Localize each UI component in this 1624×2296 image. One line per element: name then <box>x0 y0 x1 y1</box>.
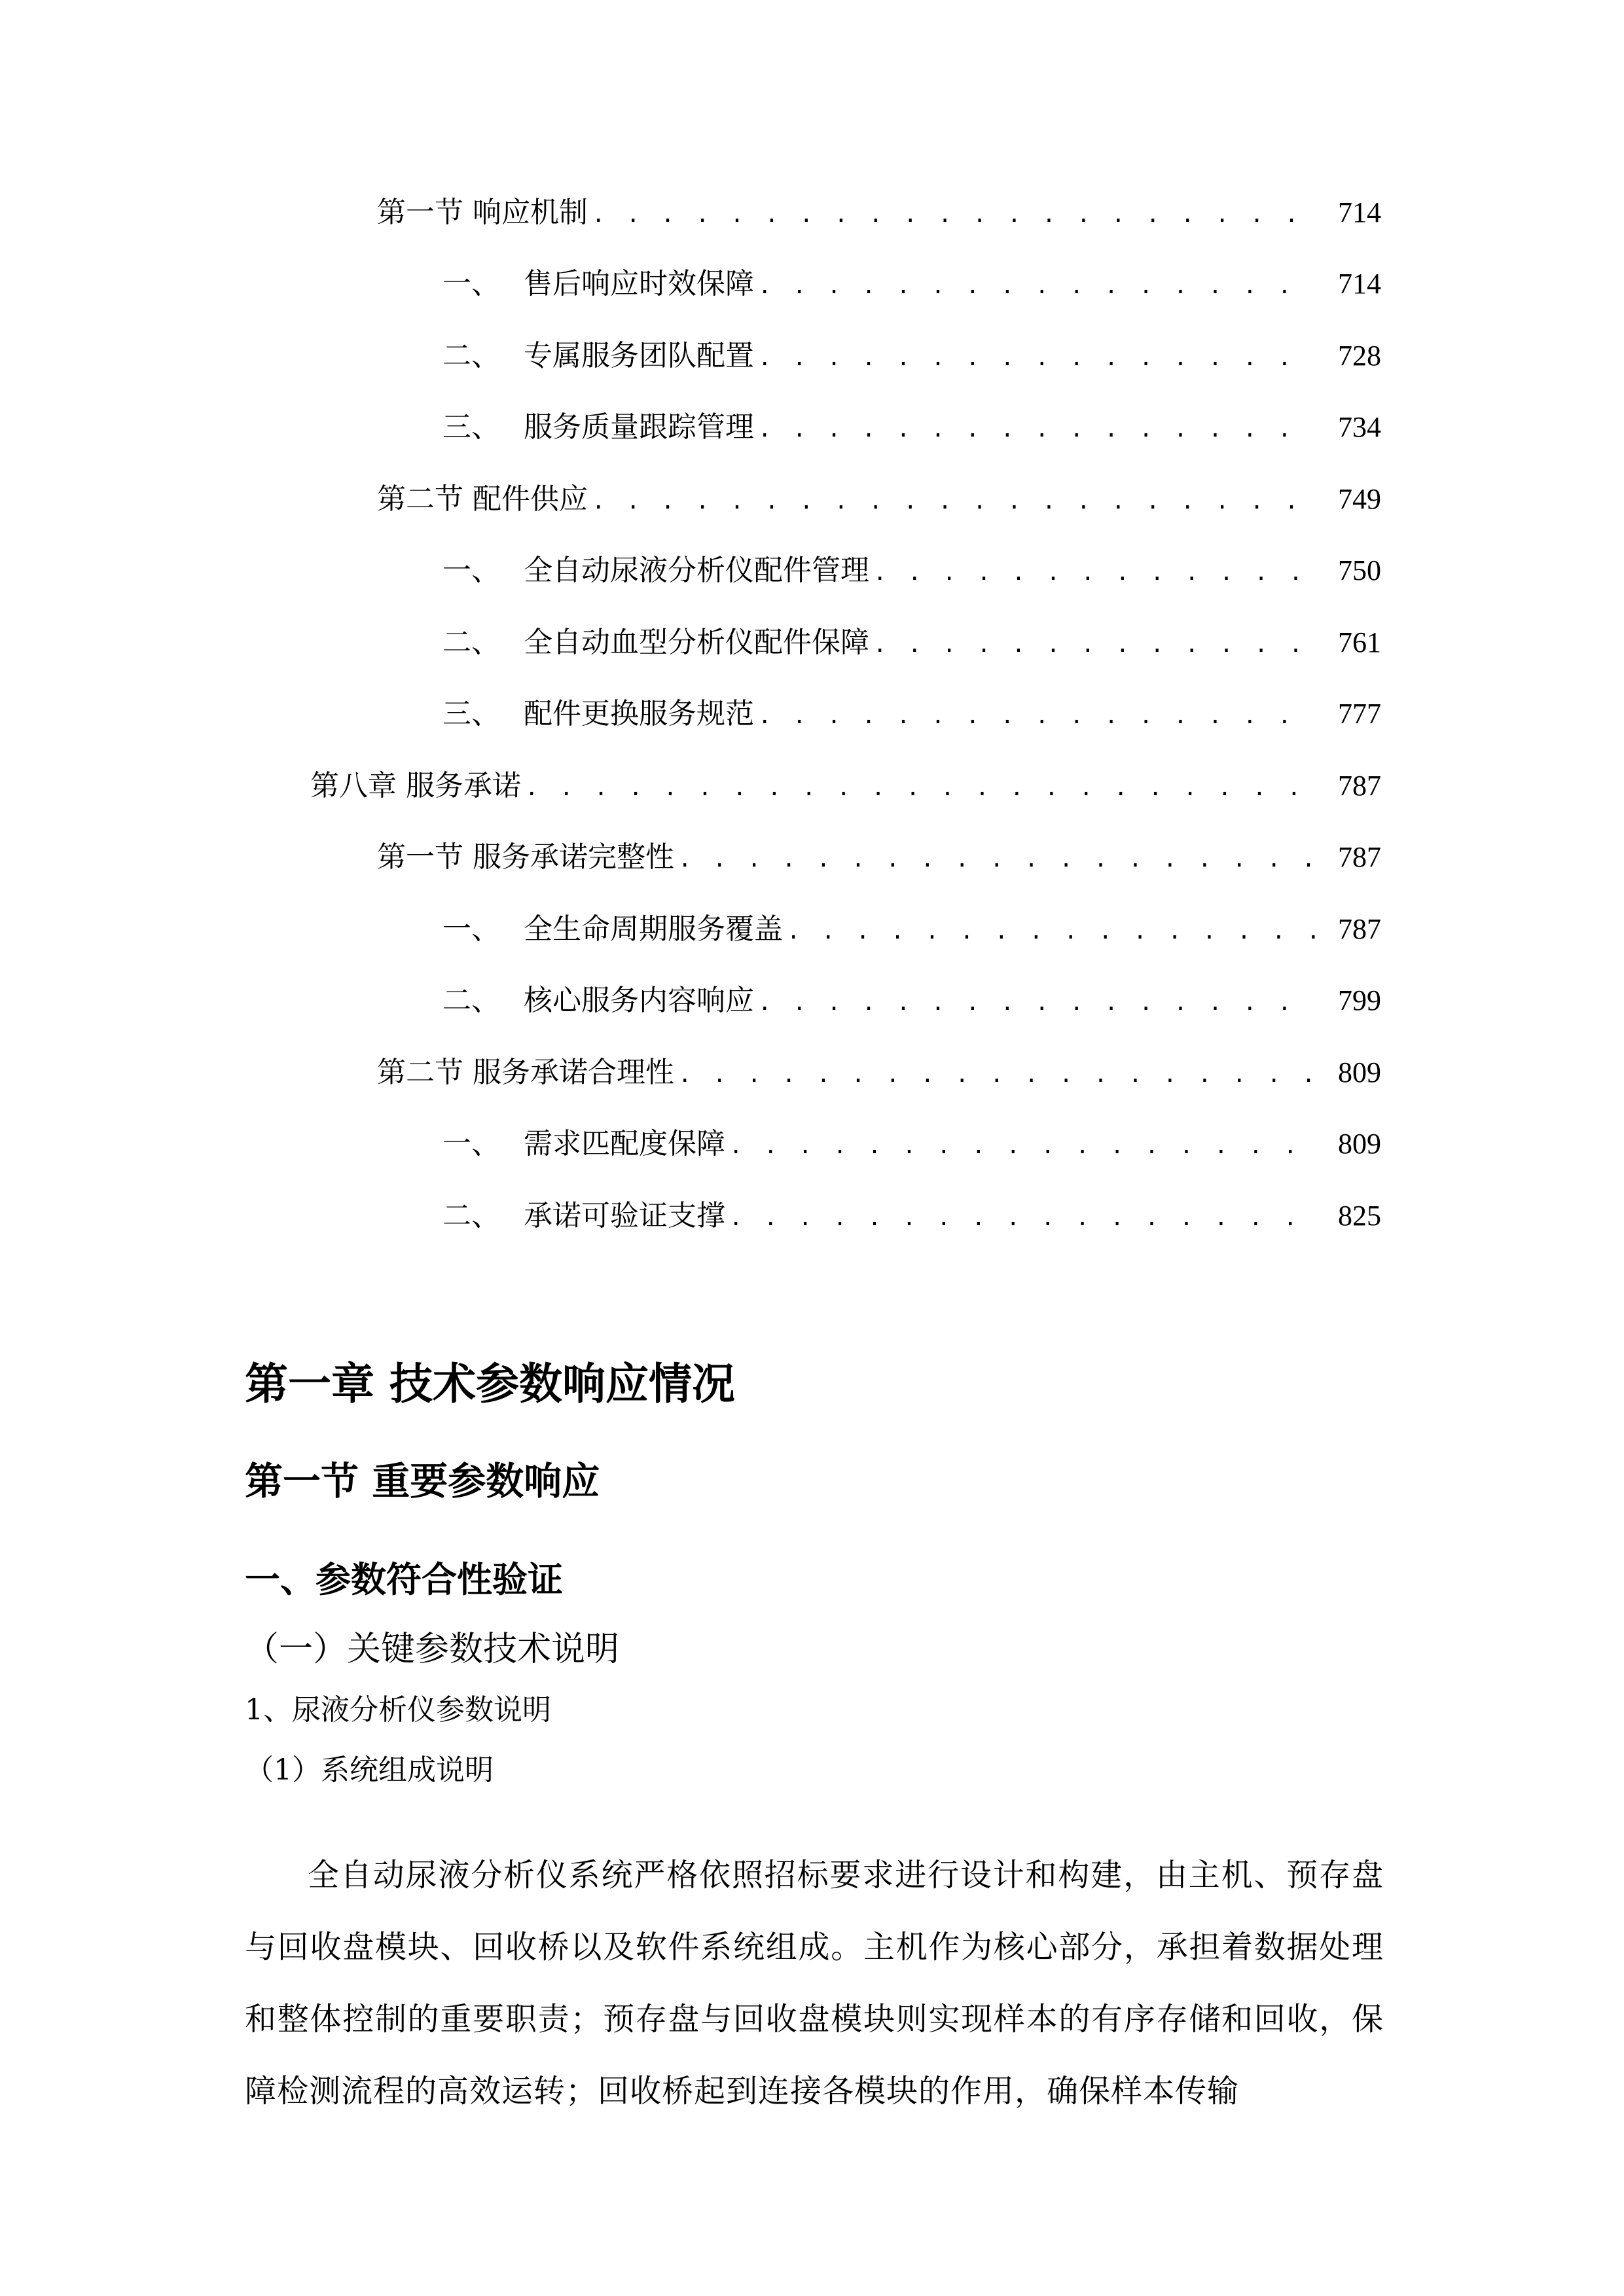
toc-page-number: 728 <box>1338 340 1381 372</box>
toc-number: 一、 <box>442 1127 500 1160</box>
toc-leader <box>592 190 1316 236</box>
toc-entry[interactable] <box>442 261 1381 307</box>
toc-leader <box>758 691 1316 737</box>
toc-leader <box>525 763 1316 809</box>
toc-label: 专属服务团队配置 <box>524 339 754 372</box>
toc-page-number: 714 <box>1338 196 1381 228</box>
toc-leader <box>758 333 1316 379</box>
toc-leader <box>729 1121 1316 1167</box>
toc-entry[interactable] <box>377 834 1381 880</box>
toc-number: 三、 <box>442 697 500 730</box>
toc-page-number: 749 <box>1338 483 1381 515</box>
toc-label: 第二节 服务承诺合理性 <box>377 1056 674 1089</box>
toc-entry[interactable] <box>310 763 1381 809</box>
toc-entry[interactable] <box>442 906 1381 952</box>
toc-page-number: 787 <box>1338 770 1381 802</box>
toc-number: 二、 <box>442 626 500 659</box>
toc-page-number: 734 <box>1338 411 1381 443</box>
toc-page-number: 777 <box>1338 698 1381 730</box>
toc-label: 服务质量跟踪管理 <box>524 410 754 444</box>
toc-label: 全生命周期服务覆盖 <box>524 912 783 946</box>
toc-entry[interactable] <box>442 548 1381 594</box>
toc-leader <box>678 1050 1316 1096</box>
toc-leader <box>873 620 1316 666</box>
toc-leader <box>873 548 1316 594</box>
toc-page-number: 825 <box>1338 1200 1381 1232</box>
toc-label: 第一节 响应机制 <box>377 196 588 229</box>
toc-leader <box>758 978 1316 1024</box>
toc-page-number: 809 <box>1338 1056 1381 1088</box>
toc-number: 一、 <box>442 267 500 300</box>
toc-entry[interactable] <box>442 333 1381 379</box>
toc-leader <box>729 1193 1316 1239</box>
chapter-heading: 第一章 技术参数响应情况 <box>245 1359 735 1409</box>
toc-entry[interactable] <box>442 404 1381 450</box>
toc-entry[interactable] <box>442 1121 1381 1167</box>
toc-label: 核心服务内容响应 <box>524 984 754 1017</box>
toc-page-number: 809 <box>1338 1128 1381 1160</box>
toc-leader <box>787 906 1316 952</box>
toc-page-number: 787 <box>1338 913 1381 945</box>
toc-entry[interactable] <box>377 476 1381 522</box>
toc-number: 一、 <box>442 554 500 587</box>
toc-entry[interactable] <box>442 1193 1381 1239</box>
toc-label: 第二节 配件供应 <box>377 482 588 516</box>
item-heading: 1、尿液分析仪参数说明 <box>245 1693 551 1727</box>
toc-label: 承诺可验证支撑 <box>524 1199 725 1232</box>
toc-leader <box>758 404 1316 450</box>
subsubsection-heading: （一）关键参数技术说明 <box>245 1630 620 1669</box>
section-heading: 第一节 重要参数响应 <box>245 1459 600 1503</box>
toc-page-number: 761 <box>1338 626 1381 658</box>
toc-entry[interactable] <box>377 190 1381 236</box>
toc-label: 配件更换服务规范 <box>524 697 754 730</box>
toc-label: 第八章 服务承诺 <box>310 769 521 802</box>
toc-label: 全自动血型分析仪配件保障 <box>524 626 869 659</box>
toc-number: 三、 <box>442 410 500 444</box>
toc-page-number: 714 <box>1338 268 1381 300</box>
toc-label: 需求匹配度保障 <box>524 1127 725 1160</box>
toc-number: 二、 <box>442 1199 500 1232</box>
toc-leader <box>592 476 1316 522</box>
toc-page-number: 787 <box>1338 841 1381 873</box>
toc-entry[interactable] <box>442 978 1381 1024</box>
toc-label: 全自动尿液分析仪配件管理 <box>524 554 869 587</box>
toc-number: 二、 <box>442 984 500 1017</box>
toc-label: 第一节 服务承诺完整性 <box>377 840 674 874</box>
toc-label: 售后响应时效保障 <box>524 267 754 300</box>
subsection-heading: 一、参数符合性验证 <box>245 1559 563 1600</box>
toc-leader <box>678 834 1316 880</box>
toc-page-number: 750 <box>1338 554 1381 586</box>
body-paragraph: 全自动尿液分析仪系统严格依照招标要求进行设计和构建，由主机、预存盘与回收盘模块、回收桥以及软件系统组成。主机作为核心部分，承担着数据处理和整体控制的重要职责；预存盘与回收盘模块则实现样本的有序存储和回收，保障检测流程的高效运转；回收桥起到连接各模块的作用，确保样本传输 <box>245 1857 1384 2109</box>
toc-entry[interactable] <box>442 620 1381 666</box>
toc-entry[interactable] <box>377 1050 1381 1096</box>
toc-number: 一、 <box>442 912 500 946</box>
subitem-heading: （1）系统组成说明 <box>245 1753 494 1787</box>
toc-leader <box>758 261 1316 307</box>
toc-entry[interactable] <box>442 691 1381 737</box>
toc-number: 二、 <box>442 339 500 372</box>
toc-page-number: 799 <box>1338 984 1381 1016</box>
